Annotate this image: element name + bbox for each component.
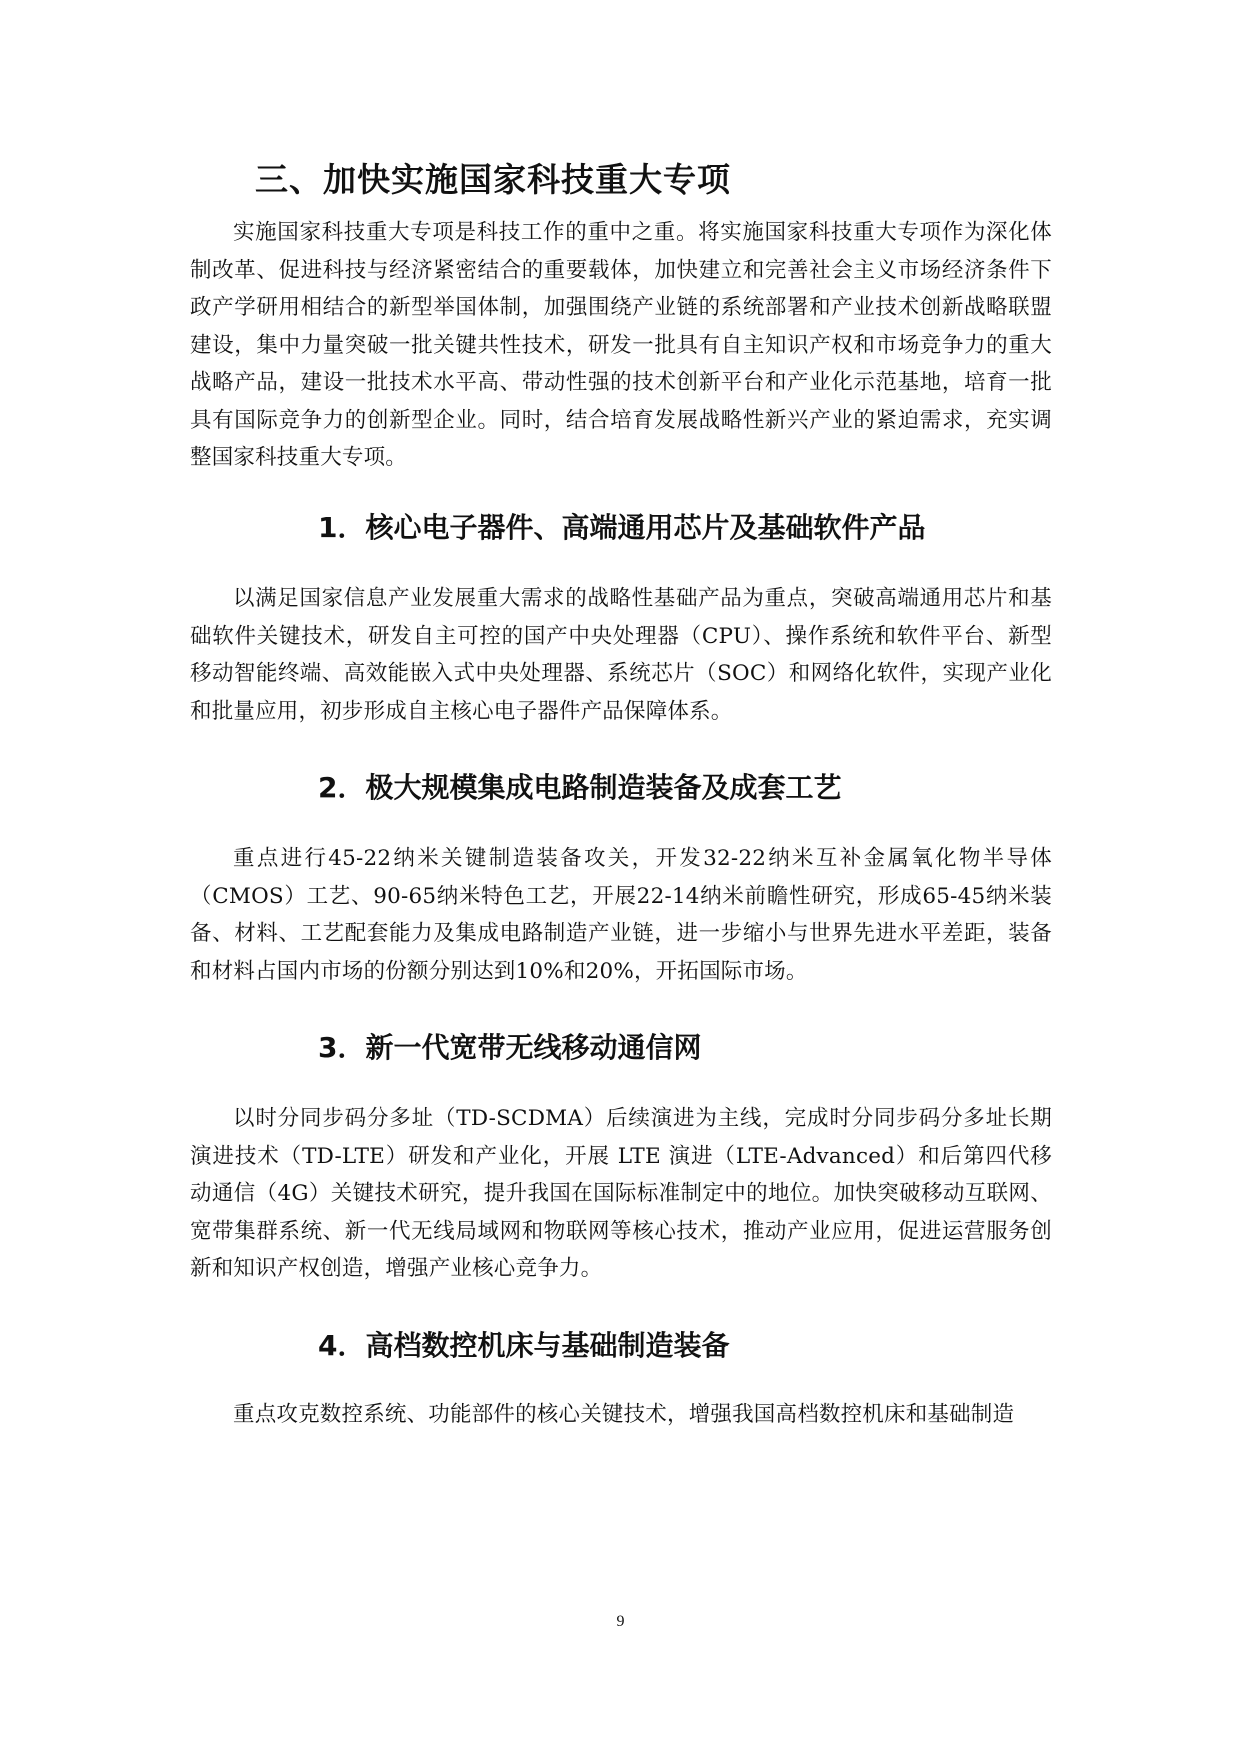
section-3-heading: [318, 1028, 702, 1068]
section-4-heading: [318, 1326, 730, 1366]
section-4-body: 重点攻克数控系统、功能部件的核心关键技术，增强我国高档数控机床和基础制造: [233, 1402, 1015, 1427]
page-number: 9: [616, 1613, 625, 1630]
section-4-number: 4．: [318, 1329, 366, 1362]
section-1-title: 核心电子器件、高端通用芯片及基础软件产品: [365, 511, 926, 544]
section-1-body: 以满足国家信息产业发展重大需求的战略性基础产品为重点，突破高端通用芯片和基础软件关键技术，研发自主可控的国产中央处理器（CPU）、操作系统和软件平台、新型移动智能终端、高效能嵌入式中央处理器、系统芯片（SOC）和网络化软件，实现产业化和批量应用，初步形成自主核心电子器件产品保障体系。: [190, 586, 1052, 724]
section-3-title: 新一代宽带无线移动通信网: [365, 1031, 702, 1064]
section-2-body: 重点进行45-22纳米关键制造装备攻关，开发32-22纳米互补金属氧化物半导体（CMOS）工艺、90-65纳米特色工艺，开展22-14纳米前瞻性研究，形成65-45纳米装备、材料、工艺配套能力及集成电路制造产业链，进一步缩小与世界先进水平差距，装备和材料占国内市场的份额分别达到10%和20%，开拓国际市场。: [190, 846, 1052, 984]
section-2-title: 极大规模集成电路制造装备及成套工艺: [365, 771, 842, 804]
section-3-number: 3．: [318, 1031, 366, 1064]
section-2-heading: [318, 768, 842, 808]
section-1-number: 1．: [318, 511, 366, 544]
section-4-title: 高档数控机床与基础制造装备: [365, 1329, 730, 1362]
section-3-body: 以时分同步码分多址（TD-SCDMA）后续演进为主线，完成时分同步码分多址长期演进技术（TD-LTE）研发和产业化，开展 LTE 演进（LTE-Advanced）和后第四代移动通信（4G）关键技术研究，提升我国在国际标准制定中的地位。加快突破移动互联网、宽带集群系统、新一代无线局域网和物联网等核心技术，推动产业应用，促进运营服务创新和知识产权创造，增强产业核心竞争力。: [190, 1106, 1052, 1281]
intro-paragraph: 实施国家科技重大专项是科技工作的重中之重。将实施国家科技重大专项作为深化体制改革、促进科技与经济紧密结合的重要载体，加快建立和完善社会主义市场经济条件下政产学研用相结合的新型举国体制，加强围绕产业链的系统部署和产业技术创新战略联盟建设，集中力量突破一批关键共性技术，研发一批具有自主知识产权和市场竞争力的重大战略产品，建设一批技术水平高、带动性强的技术创新平台和产业化示范基地，培育一批具有国际竞争力的创新型企业。同时，结合培育发展战略性新兴产业的紧迫需求，充实调整国家科技重大专项。: [190, 220, 1052, 470]
main-heading: 三、加快实施国家科技重大专项: [255, 160, 731, 199]
section-1-heading: [318, 508, 926, 548]
section-2-number: 2．: [318, 771, 366, 804]
